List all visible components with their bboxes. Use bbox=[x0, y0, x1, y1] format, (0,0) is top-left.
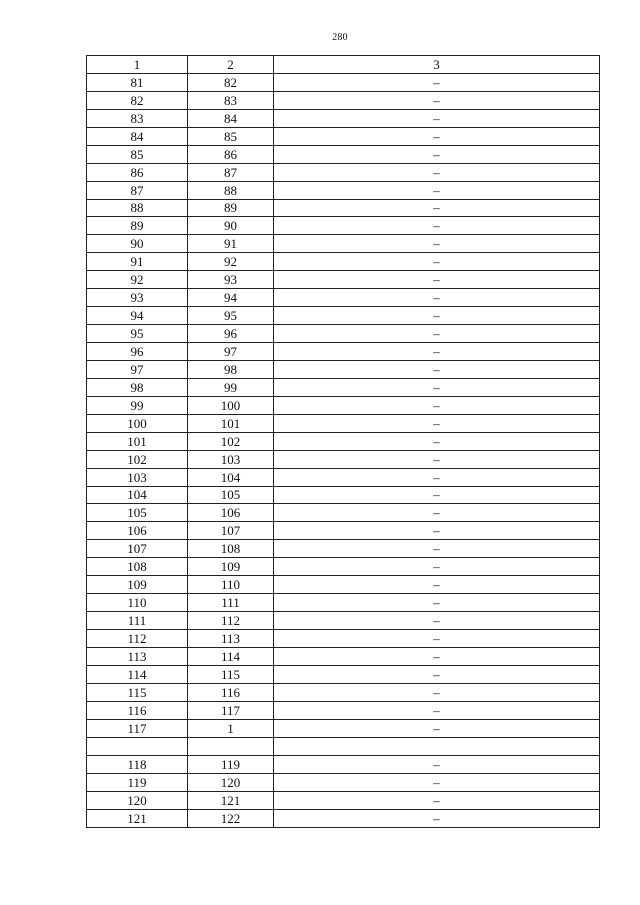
table-cell-col-1: 95 bbox=[87, 325, 188, 343]
table-row bbox=[87, 109, 600, 127]
table-cell-col-1: 92 bbox=[87, 271, 188, 289]
table-cell-col-1: 90 bbox=[87, 235, 188, 253]
table-cell-col-3: – bbox=[274, 594, 600, 612]
table-cell-col-1: 87 bbox=[87, 181, 188, 199]
table-cell-col-2: 114 bbox=[188, 647, 274, 665]
table-body bbox=[87, 56, 600, 828]
table-cell-col-3: – bbox=[274, 109, 600, 127]
table-cell-col-1: 115 bbox=[87, 683, 188, 701]
table-cell-col-1: 101 bbox=[87, 432, 188, 450]
table-cell-col-1: 108 bbox=[87, 558, 188, 576]
header-cell-col-3: 3 bbox=[274, 56, 600, 74]
table-row bbox=[87, 181, 600, 199]
table-cell-col-1: 102 bbox=[87, 450, 188, 468]
table-cell-col-2: 121 bbox=[188, 792, 274, 810]
table-row bbox=[87, 378, 600, 396]
table-cell-col-2: 96 bbox=[188, 325, 274, 343]
table-cell-col-1 bbox=[87, 737, 188, 756]
table-cell-col-3: – bbox=[274, 73, 600, 91]
table-row bbox=[87, 665, 600, 683]
table-cell-col-1: 106 bbox=[87, 522, 188, 540]
table-cell-col-3: – bbox=[274, 378, 600, 396]
table-row bbox=[87, 504, 600, 522]
table-row bbox=[87, 737, 600, 756]
table-cell-col-3: – bbox=[274, 307, 600, 325]
table-cell-col-3: – bbox=[274, 199, 600, 217]
table-cell-col-2: 104 bbox=[188, 468, 274, 486]
table-cell-col-3: – bbox=[274, 809, 600, 827]
table-cell-col-3: – bbox=[274, 540, 600, 558]
table-row bbox=[87, 163, 600, 181]
table-row bbox=[87, 414, 600, 432]
table-cell-col-2: 98 bbox=[188, 360, 274, 378]
table-row bbox=[87, 612, 600, 630]
table-cell-col-2: 85 bbox=[188, 127, 274, 145]
data-table bbox=[86, 55, 600, 828]
table-cell-col-3: – bbox=[274, 163, 600, 181]
table-cell-col-3: – bbox=[274, 756, 600, 774]
table-cell-col-3: – bbox=[274, 325, 600, 343]
table-cell-col-2: 106 bbox=[188, 504, 274, 522]
table-cell-col-1: 84 bbox=[87, 127, 188, 145]
table-cell-col-2: 108 bbox=[188, 540, 274, 558]
table-cell-col-1: 99 bbox=[87, 396, 188, 414]
table-cell-col-3: – bbox=[274, 647, 600, 665]
table-cell-col-2: 97 bbox=[188, 343, 274, 361]
table-row bbox=[87, 647, 600, 665]
table-cell-col-1: 98 bbox=[87, 378, 188, 396]
table-cell-col-2: 116 bbox=[188, 683, 274, 701]
table-cell-col-3: – bbox=[274, 271, 600, 289]
table-cell-col-3: – bbox=[274, 665, 600, 683]
table-cell-col-2: 100 bbox=[188, 396, 274, 414]
table-cell-col-1: 89 bbox=[87, 217, 188, 235]
table-cell-col-2: 117 bbox=[188, 701, 274, 719]
table-row bbox=[87, 540, 600, 558]
table-cell-col-1: 91 bbox=[87, 253, 188, 271]
table-cell-col-2: 115 bbox=[188, 665, 274, 683]
table-cell-col-1: 105 bbox=[87, 504, 188, 522]
table-row bbox=[87, 792, 600, 810]
table-cell-col-2: 112 bbox=[188, 612, 274, 630]
table-cell-col-1: 81 bbox=[87, 73, 188, 91]
table-cell-col-2: 122 bbox=[188, 809, 274, 827]
table-row bbox=[87, 774, 600, 792]
table-cell-col-1: 117 bbox=[87, 719, 188, 737]
table-row bbox=[87, 343, 600, 361]
table-cell-col-3: – bbox=[274, 91, 600, 109]
table-cell-col-2: 86 bbox=[188, 145, 274, 163]
table-cell-col-3: – bbox=[274, 558, 600, 576]
table-cell-col-2 bbox=[188, 737, 274, 756]
table-row bbox=[87, 468, 600, 486]
table-cell-col-1: 120 bbox=[87, 792, 188, 810]
table-cell-col-2: 103 bbox=[188, 450, 274, 468]
table-cell-col-3: – bbox=[274, 504, 600, 522]
table-cell-col-1: 85 bbox=[87, 145, 188, 163]
header-cell-col-1: 1 bbox=[87, 56, 188, 74]
table-row bbox=[87, 683, 600, 701]
table-cell-col-3: – bbox=[274, 253, 600, 271]
table-cell-col-1: 121 bbox=[87, 809, 188, 827]
table-cell-col-2: 101 bbox=[188, 414, 274, 432]
table-row bbox=[87, 199, 600, 217]
table-cell-col-1: 88 bbox=[87, 199, 188, 217]
page-number: 280 bbox=[332, 32, 348, 43]
table-cell-col-3: – bbox=[274, 145, 600, 163]
table-row bbox=[87, 701, 600, 719]
table-cell-col-2: 107 bbox=[188, 522, 274, 540]
table-cell-col-3: – bbox=[274, 432, 600, 450]
table-row bbox=[87, 450, 600, 468]
table-cell-col-1: 107 bbox=[87, 540, 188, 558]
table-row bbox=[87, 630, 600, 648]
table-cell-col-1: 118 bbox=[87, 756, 188, 774]
table-row bbox=[87, 145, 600, 163]
table-row bbox=[87, 253, 600, 271]
table-cell-col-1: 86 bbox=[87, 163, 188, 181]
table-cell-col-1: 114 bbox=[87, 665, 188, 683]
table-cell-col-1: 94 bbox=[87, 307, 188, 325]
table-row bbox=[87, 576, 600, 594]
table-row bbox=[87, 594, 600, 612]
table-cell-col-2: 84 bbox=[188, 109, 274, 127]
table-cell-col-1: 116 bbox=[87, 701, 188, 719]
table-cell-col-3: – bbox=[274, 630, 600, 648]
table-cell-col-1: 97 bbox=[87, 360, 188, 378]
table-cell-col-2: 94 bbox=[188, 289, 274, 307]
table-cell-col-2: 95 bbox=[188, 307, 274, 325]
table-cell-col-2: 89 bbox=[188, 199, 274, 217]
table-cell-col-2: 92 bbox=[188, 253, 274, 271]
table-cell-col-3: – bbox=[274, 612, 600, 630]
table-cell-col-2: 99 bbox=[188, 378, 274, 396]
table-cell-col-1: 83 bbox=[87, 109, 188, 127]
table-cell-col-1: 96 bbox=[87, 343, 188, 361]
table-cell-col-3: – bbox=[274, 360, 600, 378]
table-row bbox=[87, 522, 600, 540]
table-cell-col-2: 90 bbox=[188, 217, 274, 235]
table-cell-col-3: – bbox=[274, 235, 600, 253]
header-cell-col-2: 2 bbox=[188, 56, 274, 74]
table-row bbox=[87, 719, 600, 737]
table-cell-col-1: 113 bbox=[87, 647, 188, 665]
table-cell-col-3: – bbox=[274, 486, 600, 504]
table-row bbox=[87, 360, 600, 378]
table-row bbox=[87, 809, 600, 827]
table-row bbox=[87, 307, 600, 325]
table-cell-col-3: – bbox=[274, 701, 600, 719]
table-row bbox=[87, 396, 600, 414]
table-cell-col-1: 103 bbox=[87, 468, 188, 486]
table-cell-col-1: 82 bbox=[87, 91, 188, 109]
table-cell-col-3: – bbox=[274, 792, 600, 810]
table-cell-col-2: 105 bbox=[188, 486, 274, 504]
table-row bbox=[87, 325, 600, 343]
table-cell-col-2: 83 bbox=[188, 91, 274, 109]
table-cell-col-2: 102 bbox=[188, 432, 274, 450]
table-cell-col-3: – bbox=[274, 127, 600, 145]
table-cell-col-3: – bbox=[274, 774, 600, 792]
table-row bbox=[87, 271, 600, 289]
table-row bbox=[87, 756, 600, 774]
table-cell-col-2: 109 bbox=[188, 558, 274, 576]
table-row bbox=[87, 558, 600, 576]
table-cell-col-3: – bbox=[274, 522, 600, 540]
table-cell-col-3: – bbox=[274, 719, 600, 737]
table-cell-col-3: – bbox=[274, 217, 600, 235]
table-cell-col-2: 1 bbox=[188, 719, 274, 737]
table-cell-col-2: 120 bbox=[188, 774, 274, 792]
table-cell-col-2: 119 bbox=[188, 756, 274, 774]
table-cell-col-1: 112 bbox=[87, 630, 188, 648]
table-cell-col-3: – bbox=[274, 289, 600, 307]
table-cell-col-3 bbox=[274, 737, 600, 756]
table-cell-col-2: 88 bbox=[188, 181, 274, 199]
table-cell-col-2: 82 bbox=[188, 73, 274, 91]
table-cell-col-3: – bbox=[274, 683, 600, 701]
table-cell-col-2: 110 bbox=[188, 576, 274, 594]
table-cell-col-3: – bbox=[274, 576, 600, 594]
table-cell-col-3: – bbox=[274, 343, 600, 361]
table-cell-col-2: 91 bbox=[188, 235, 274, 253]
table-cell-col-3: – bbox=[274, 396, 600, 414]
table-cell-col-1: 100 bbox=[87, 414, 188, 432]
table-row bbox=[87, 217, 600, 235]
table-row bbox=[87, 432, 600, 450]
table-row bbox=[87, 91, 600, 109]
table-cell-col-1: 111 bbox=[87, 612, 188, 630]
table-cell-col-1: 119 bbox=[87, 774, 188, 792]
table-cell-col-3: – bbox=[274, 450, 600, 468]
table-cell-col-3: – bbox=[274, 414, 600, 432]
table-row bbox=[87, 289, 600, 307]
table-row bbox=[87, 235, 600, 253]
table-cell-col-2: 93 bbox=[188, 271, 274, 289]
table-row bbox=[87, 127, 600, 145]
table-cell-col-1: 104 bbox=[87, 486, 188, 504]
table-cell-col-2: 87 bbox=[188, 163, 274, 181]
table-cell-col-3: – bbox=[274, 181, 600, 199]
table-cell-col-1: 109 bbox=[87, 576, 188, 594]
table-cell-col-1: 93 bbox=[87, 289, 188, 307]
table-cell-col-3: – bbox=[274, 468, 600, 486]
table-cell-col-2: 111 bbox=[188, 594, 274, 612]
table-row bbox=[87, 486, 600, 504]
table-cell-col-1: 110 bbox=[87, 594, 188, 612]
table-cell-col-2: 113 bbox=[188, 630, 274, 648]
table-row bbox=[87, 73, 600, 91]
table-header-row bbox=[87, 56, 600, 74]
